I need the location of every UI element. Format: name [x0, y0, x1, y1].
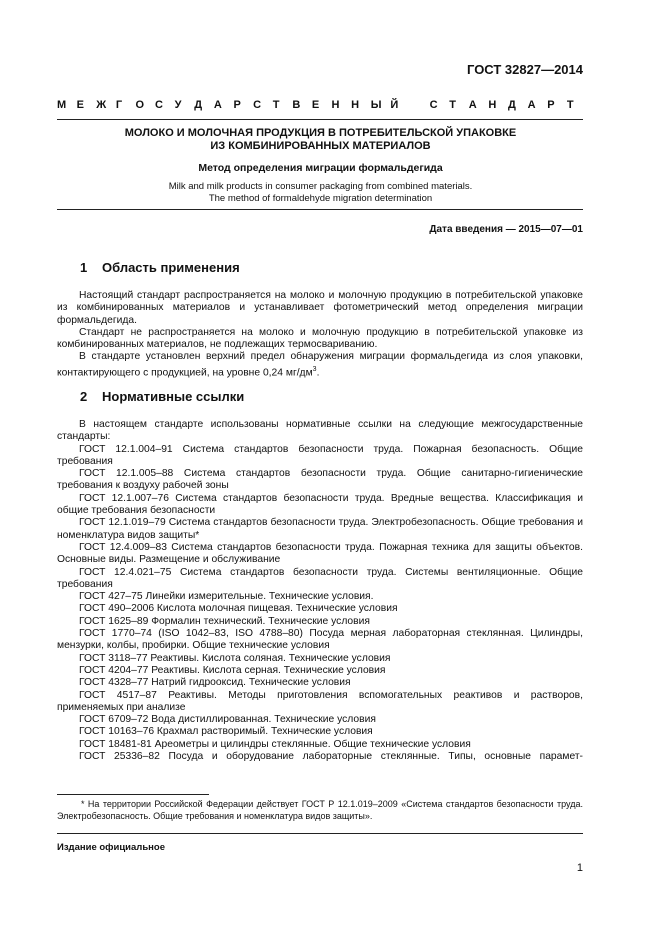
introduction-date: Дата введения — 2015—07—01 — [429, 224, 583, 235]
title-en — [58, 181, 583, 205]
title-ru-line2: ИЗ КОМБИНИРОВАННЫХ МАТЕРИАЛОВ — [210, 140, 431, 152]
edition-divider — [57, 833, 583, 834]
footnote-separator — [57, 794, 209, 795]
reference-item: ГОСТ 3118–77 Реактивы. Кислота соляная. Технические условия — [79, 652, 391, 664]
reference-item: ГОСТ 10163–76 Крахмал растворимый. Технические условия — [79, 726, 373, 738]
section-2-title: Нормативные ссылки — [102, 389, 245, 404]
paragraph-text: В стандарте установлен верхний предел обнаружения миграции формальдегида из слоя упаковки, контактирующего с продукцией, на уровне 0,24 мг/дм — [57, 351, 583, 379]
section-2-heading — [80, 389, 244, 404]
reference-item: ГОСТ 427–75 Линейки измерительные. Технические условия. — [79, 591, 374, 603]
title-ru — [58, 127, 583, 153]
paragraph: Стандарт не распространяется на молоко и молочную продукцию в потребительской упаковке из комбинированных материалов, не подлежащих термосвариванию. — [57, 326, 583, 351]
title-en-line1: Milk and milk products in consumer packaging from combined materials. — [168, 181, 473, 192]
reference-item: ГОСТ 25336–82 Посуда и оборудование лабораторные стеклянные. Типы, основные парамет- — [79, 751, 583, 763]
paragraph — [57, 351, 583, 379]
reference-item: ГОСТ 6709–72 Вода дистиллированная. Технические условия — [79, 714, 376, 726]
reference-item: ГОСТ 490–2006 Кислота молочная пищевая. Технические условия — [79, 603, 398, 615]
reference-item: ГОСТ 12.4.021–75 Система стандартов безопасности труда. Системы вентиляционные. Общие требования — [57, 566, 583, 590]
section-1-title: Область применения — [102, 260, 240, 275]
section-1-number: 1 — [80, 260, 88, 275]
reference-item: ГОСТ 12.1.004–91 Система стандартов безопасности труда. Пожарная безопасность. Общие требования — [57, 443, 583, 467]
reference-item: ГОСТ 4204–77 Реактивы. Кислота серная. Технические условия — [79, 664, 386, 676]
reference-item: ГОСТ 12.1.005–88 Система стандартов безопасности труда. Общие санитарно-гигиенические требования к воздуху рабочей зоны — [57, 468, 583, 492]
section-1-heading — [80, 260, 240, 275]
section-1-body — [57, 290, 583, 380]
paragraph-end: . — [316, 367, 320, 379]
subtitle-ru: Метод определения миграции формальдегида — [198, 162, 443, 174]
section-2-number: 2 — [80, 389, 88, 404]
edition-label: Издание официальное — [57, 842, 165, 853]
reference-item: ГОСТ 1625–89 Формалин технический. Технические условия — [79, 615, 370, 627]
title-divider-bottom — [57, 209, 583, 210]
reference-item: ГОСТ 12.1.019–79 Система стандартов безопасности труда. Электробезопасность. Общие требования и номенклатура видов защиты* — [57, 517, 583, 541]
reference-item: ГОСТ 4517–87 Реактивы. Методы приготовления вспомогательных реактивов и растворов, применяемых при анализе — [57, 689, 583, 713]
reference-item: ГОСТ 12.1.007–76 Система стандартов безопасности труда. Вредные вещества. Классификация и общие требования безопасности — [57, 492, 583, 517]
reference-item: ГОСТ 4328–77 Натрий гидрооксид. Технические условия — [79, 677, 351, 689]
page-number: 1 — [576, 862, 583, 874]
reference-item: ГОСТ 18481-81 Ареометры и цилиндры стеклянные. Общие технические условия — [79, 738, 471, 750]
paragraph: В настоящем стандарте использованы нормативные ссылки на следующие межгосударственные стандарты: — [57, 419, 583, 443]
title-en-line2: The method of formaldehyde migration determination — [208, 193, 433, 204]
superscript: 3 — [312, 365, 317, 373]
title-ru-line1: МОЛОКО И МОЛОЧНАЯ ПРОДУКЦИЯ В ПОТРЕБИТЕЛЬСКОЙ УПАКОВКЕ — [124, 127, 517, 139]
footnote: * На территории Российской Федерации действует ГОСТ Р 12.1.019–2009 «Система стандартов безопасности труда. Электробезопасность. Общие требования и номенклатура видов защиты». — [57, 799, 583, 821]
paragraph: Настоящий стандарт распространяется на молоко и молочную продукцию в потребительской упаковке из комбинированных материалов и устанавливает фотометрический метод определения миграции формальдегида. — [57, 290, 583, 326]
standard-type-heading: М Е Ж Г О С У Д А Р С Т В Е Н Н Ы Й С Т А Н Д А Р Т — [57, 99, 574, 111]
section-2-body — [57, 419, 583, 763]
reference-item: ГОСТ 1770–74 (ISO 1042–83, ISO 4788–80) Посуда мерная лабораторная стеклянная. Цилиндры, мензурки, колбы, пробирки. Общие технические условия — [57, 628, 583, 652]
title-divider-top — [57, 119, 583, 120]
document-id: ГОСТ 32827—2014 — [467, 62, 583, 77]
reference-item: ГОСТ 12.4.009–83 Система стандартов безопасности труда. Пожарная техника для защиты объектов. Основные виды. Размещение и обслуживание — [57, 541, 583, 566]
